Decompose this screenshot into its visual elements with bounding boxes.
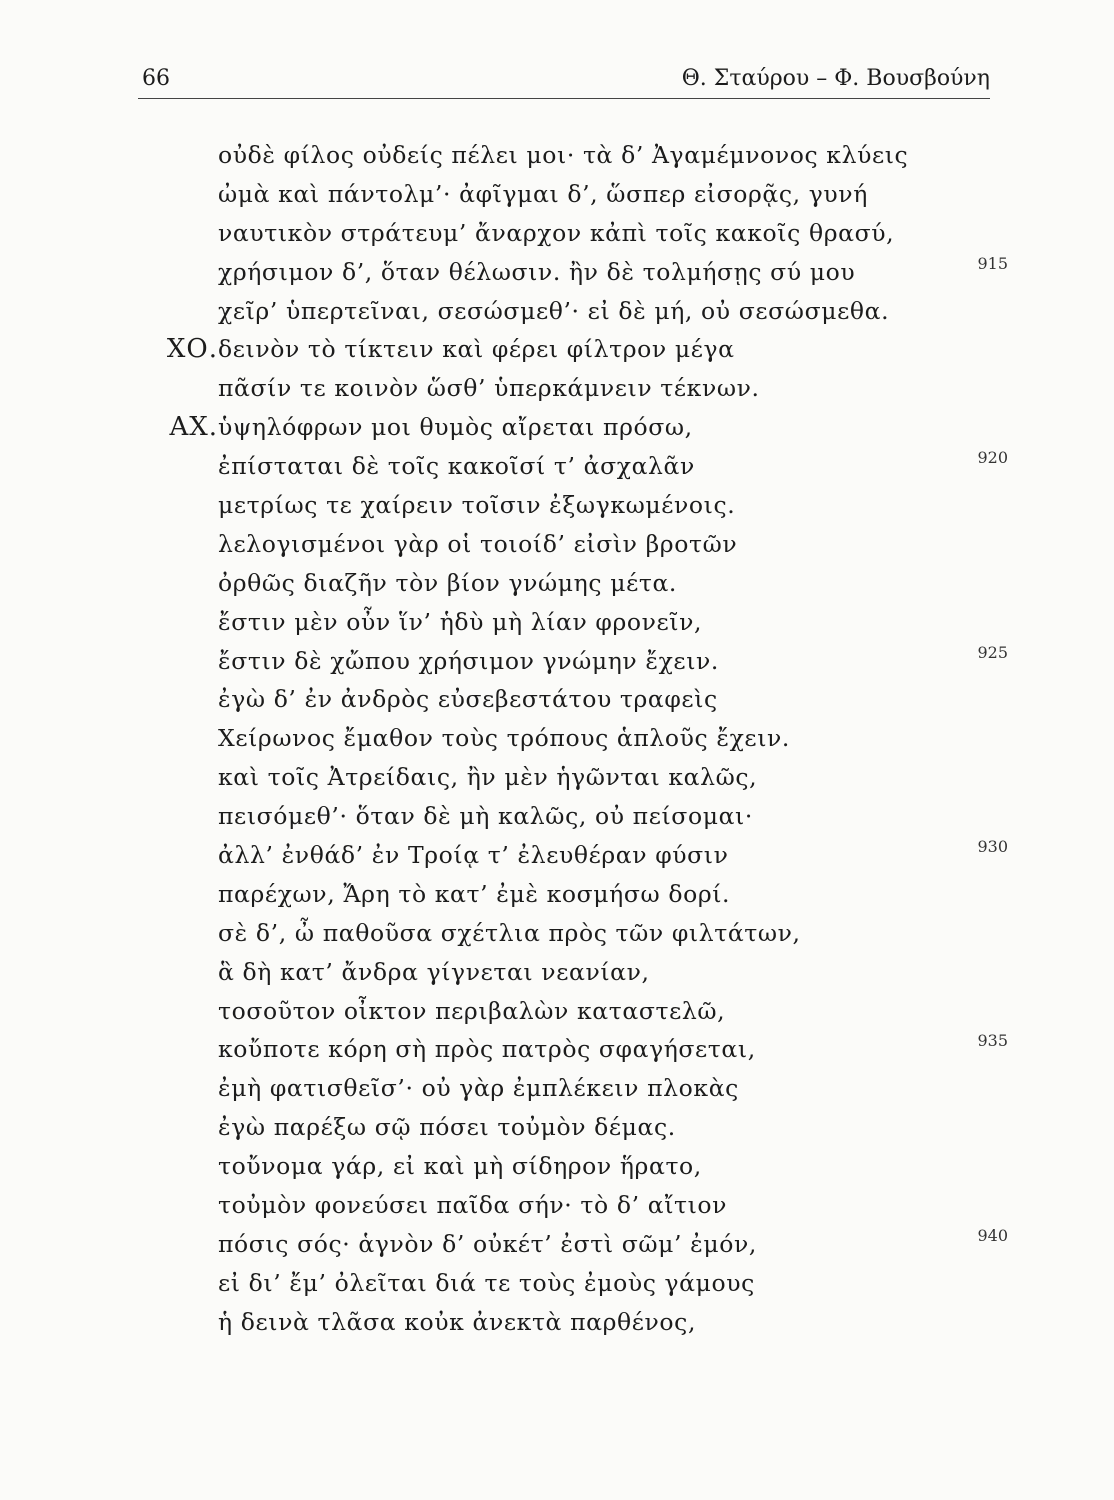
verse-line [138,642,1008,681]
verse-text: καὶ τοῖς Ἀτρείδαις, ἢν μὲν ἡγῶνται καλῶς, [218,763,758,792]
page-number: 66 [142,66,170,91]
verse-line [138,1147,1008,1186]
verse-line [138,525,1008,564]
verse-line [138,836,1008,875]
verse-line [138,875,1008,914]
verse-line [138,175,1008,214]
verse-line [138,292,1008,331]
verse-text: ἔστιν δὲ χὤπου χρήσιμον γνώμην ἔχειν. [218,646,719,675]
line-number: 925 [977,642,1008,662]
verse-line [138,1225,1008,1264]
verse-line [138,1069,1008,1108]
verse-text: ἃ δὴ κατ’ ἄνδρα γίγνεται νεανίαν, [218,957,650,986]
verse-line [138,914,1008,953]
line-number: 915 [977,253,1008,273]
verse-text: εἰ δι’ ἔμ’ ὀλεῖται διά τε τοὺς ἐμοὺς γάμους [218,1268,755,1297]
verse-text: τοὔνομα γάρ, εἰ καὶ μὴ σίδηρον ἥρατο, [218,1152,702,1181]
verse-text: παρέχων, Ἄρη τὸ κατ’ ἐμὲ κοσμήσω δορί. [218,879,731,908]
verse-line [138,447,1008,486]
running-head: Θ. Σταύρου – Φ. Βουσβούνη [681,66,990,91]
verse-text: σὲ δ’, ὦ παθοῦσα σχέτλια πρὸς τῶν φιλτάτων, [218,918,801,947]
verse-line [138,1264,1008,1303]
verse-text: ἐπίσταται δὲ τοῖς κακοῖσί τ’ ἀσχαλᾶν [218,452,695,481]
verse-line [138,1108,1008,1147]
page-header [138,66,990,102]
verse-line [138,1303,1008,1342]
verse-block [138,136,1008,1342]
verse-line [138,797,1008,836]
verse-line [138,136,1008,175]
verse-text: ἐγὼ δ’ ἐν ἀνδρὸς εὐσεβεστάτου τραφεὶς [218,685,718,714]
verse-line [138,486,1008,525]
verse-text: λελογισμένοι γὰρ οἱ τοιοίδ’ εἰσὶν βροτῶν [218,529,738,558]
verse-line [138,992,1008,1031]
verse-line [138,408,1008,447]
verse-text: ἡ δεινὰ τλᾶσα κοὐκ ἀνεκτὰ παρθένος, [218,1307,697,1336]
verse-text: πόσις σός· ἁγνὸν δ’ οὐκέτ’ ἐστὶ σῶμ’ ἐμόν, [218,1229,757,1258]
speaker-label: ΧΟ. [166,334,218,365]
verse-line [138,719,1008,758]
verse-text: ἐμὴ φατισθεῖσ’· οὐ γὰρ ἐμπλέκειν πλοκὰς [218,1074,739,1103]
line-number: 930 [977,837,1008,857]
verse-line [138,603,1008,642]
speaker-label: ΑΧ. [169,412,218,443]
verse-text: κοὔποτε κόρη σὴ πρὸς πατρὸς σφαγήσεται, [218,1035,756,1064]
verse-text: πεισόμεθ’· ὅταν δὲ μὴ καλῶς, οὐ πείσομαι· [218,802,753,831]
verse-text: τοσοῦτον οἶκτον περιβαλὼν καταστελῶ, [218,996,726,1025]
verse-line [138,214,1008,253]
verse-text: οὐδὲ φίλος οὐδείς πέλει μοι· τὰ δ’ Ἀγαμέμνονος κλύεις [218,141,909,169]
line-number: 935 [977,1031,1008,1051]
verse-text: ἔστιν μὲν οὖν ἵν’ ἡδὺ μὴ λίαν φρονεῖν, [218,607,703,636]
verse-text: χεῖρ’ ὑπερτεῖναι, σεσώσμεθ’· εἰ δὲ μή, οὐ σεσώσμεθα. [218,296,890,325]
verse-text: ναυτικὸν στράτευμ’ ἄναρχον κἀπὶ τοῖς κακοῖς θρασύ, [218,218,895,247]
verse-line [138,253,1008,292]
verse-line [138,953,1008,992]
line-number: 940 [977,1225,1008,1245]
verse-line [138,680,1008,719]
verse-text: τοὐμὸν φονεύσει παῖδα σήν· τὸ δ’ αἴτιον [218,1191,728,1220]
verse-text: πᾶσίν τε κοινὸν ὥσθ’ ὑπερκάμνειν τέκνων. [218,374,760,403]
verse-text: ἐγὼ παρέξω σῷ πόσει τοὐμὸν δέμας. [218,1113,676,1142]
verse-text: χρήσιμον δ’, ὅταν θέλωσιν. ἢν δὲ τολμήσῃς σύ μου [218,257,856,286]
verse-line [138,758,1008,797]
verse-text: ὑψηλόφρων μοι θυμὸς αἴρεται πρόσω, [218,413,693,442]
verse-line [138,564,1008,603]
verse-text: Χείρωνος ἔμαθον τοὺς τρόπους ἁπλοῦς ἔχειν. [218,724,790,753]
verse-text: δεινὸν τὸ τίκτειν καὶ φέρει φίλτρον μέγα [218,335,735,364]
verse-line [138,369,1008,408]
header-rule [138,98,990,99]
line-number: 920 [977,448,1008,468]
verse-text: ἀλλ’ ἐνθάδ’ ἐν Τροίᾳ τ’ ἐλευθέραν φύσιν [218,841,729,870]
verse-line [138,1030,1008,1069]
verse-line [138,330,1008,369]
verse-text: ὠμὰ καὶ πάντολμ’· ἀφῖγμαι δ’, ὥσπερ εἰσορᾷς, γυνή [218,179,868,208]
verse-text: μετρίως τε χαίρειν τοῖσιν ἐξωγκωμένοις. [218,491,736,520]
verse-line [138,1186,1008,1225]
verse-text: ὀρθῶς διαζῆν τὸν βίον γνώμης μέτα. [218,568,677,597]
